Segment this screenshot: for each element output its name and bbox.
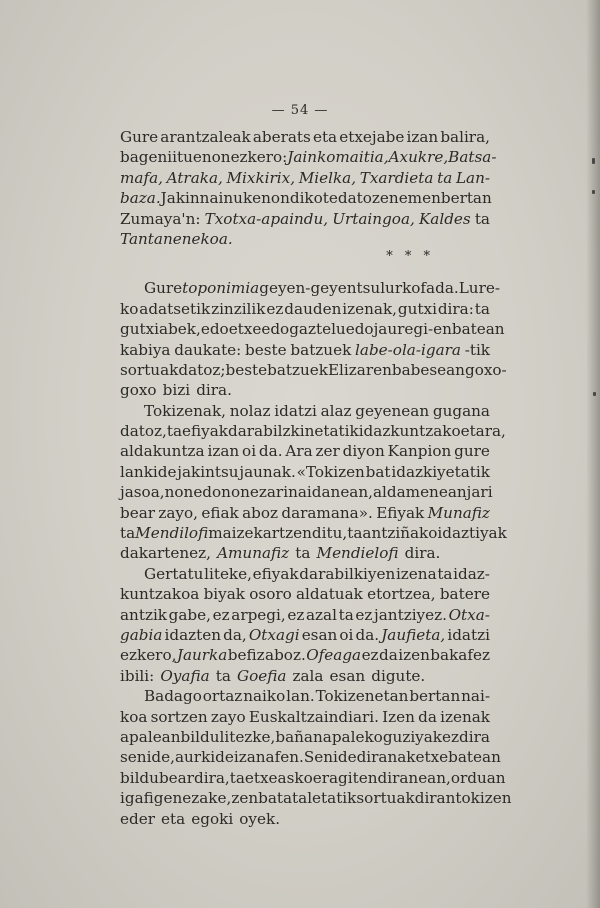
- word: ote: [313, 189, 338, 208]
- word: jasoa,: [120, 483, 165, 502]
- word: da.: [258, 442, 283, 461]
- word: gutxi: [120, 320, 160, 339]
- word: non: [164, 483, 194, 502]
- word: zayo,: [158, 503, 198, 522]
- word: aldakuntza: [120, 442, 205, 461]
- word: batzuek: [290, 340, 352, 359]
- emphasized-word: Munafiz: [427, 503, 490, 522]
- word: Ara: [285, 442, 313, 461]
- word: dira.: [404, 544, 441, 563]
- word: esan: [329, 666, 366, 685]
- word: Izen: [382, 707, 415, 726]
- word: idatzi: [274, 401, 317, 420]
- word: jaunak.: [239, 462, 296, 481]
- text-line: [120, 360, 507, 380]
- emphasized-word: Mendilofi: [135, 524, 209, 543]
- word: maiz: [208, 524, 245, 543]
- word: batere: [439, 585, 490, 604]
- word: jauregi-en: [373, 320, 452, 339]
- text-line: [120, 441, 490, 461]
- word: senide,: [120, 748, 175, 767]
- word: asko: [277, 768, 313, 787]
- emphasized-word: Mendielofi: [316, 544, 399, 563]
- word: gure: [454, 442, 490, 461]
- text-line: [120, 625, 490, 645]
- emphasized-word: toponimia: [182, 279, 260, 298]
- word: ezkero,: [120, 646, 177, 665]
- emphasized-word: Batsa-: [448, 148, 497, 167]
- word: zala: [292, 666, 324, 685]
- word: izan: [406, 128, 439, 146]
- word: idaz-: [453, 564, 490, 583]
- word: batean: [448, 748, 501, 767]
- word: ta: [229, 768, 245, 787]
- word: non: [221, 483, 250, 502]
- word: emen: [398, 189, 441, 208]
- scan-speck: [593, 392, 596, 396]
- word: Zumaya'n:: [120, 209, 201, 228]
- emphasized-word: Txotxa-apaindu,: [204, 209, 329, 228]
- word: eragiten: [312, 768, 378, 787]
- word: oyek.: [239, 809, 281, 828]
- word: gabe,: [168, 605, 211, 624]
- word: Elizaren: [327, 360, 392, 379]
- word: dira,: [193, 768, 230, 787]
- word: Tokizenak,: [144, 401, 227, 420]
- word: goxo-: [464, 360, 507, 379]
- text-line: [120, 147, 497, 167]
- word: bizi: [162, 381, 191, 400]
- word: sortuak: [356, 789, 415, 808]
- word: esan: [301, 625, 338, 644]
- word: osoro: [249, 585, 292, 604]
- word: naiko: [243, 687, 286, 706]
- word: aurkide: [174, 748, 234, 767]
- word: ez: [355, 605, 373, 624]
- text-line: [120, 229, 490, 249]
- emphasized-word: mafa,: [120, 168, 163, 187]
- text-line: [120, 809, 490, 829]
- word: lankide: [120, 462, 177, 481]
- text-line: [120, 319, 505, 339]
- emphasized-word: Amunafiz: [217, 544, 290, 563]
- word: bear: [120, 503, 156, 522]
- text-line: [120, 788, 512, 808]
- word: nuke: [223, 189, 262, 208]
- word: bildu: [120, 768, 159, 787]
- emphasized-word: Mixkirix,: [226, 168, 296, 187]
- section-divider-stars: * * *: [386, 249, 434, 265]
- word: dakartenez,: [120, 544, 211, 563]
- word: ataletatik: [282, 789, 357, 808]
- word: aldatuak: [296, 585, 363, 604]
- word: beste: [225, 360, 268, 379]
- word: ditu,: [311, 524, 348, 543]
- text-line: [120, 380, 490, 400]
- word: Tokizenetan: [315, 687, 409, 706]
- word: abek,: [159, 320, 201, 339]
- text-line: [120, 768, 506, 788]
- word: nai: [199, 189, 224, 208]
- word: Badago: [144, 687, 202, 706]
- word: «Tokizen: [296, 462, 365, 481]
- word: gaztelu: [289, 320, 346, 339]
- text-line: [120, 462, 490, 482]
- word: ta: [347, 524, 363, 543]
- page-number: — 54 —: [271, 103, 329, 118]
- word: balira,: [440, 128, 490, 146]
- word: batean: [451, 320, 505, 339]
- word: izena: [395, 564, 437, 583]
- word: izen: [398, 646, 430, 665]
- emphasized-word: Jainkomaitia,: [287, 148, 389, 167]
- word: genezake,: [153, 789, 232, 808]
- word: babesean: [391, 360, 465, 379]
- word: tokizen: [455, 789, 512, 808]
- word: dira:: [437, 299, 474, 318]
- word: idazten: [164, 625, 222, 644]
- word: lurkofa: [380, 279, 436, 298]
- word: guziyak: [382, 727, 443, 746]
- word: da.: [355, 625, 380, 644]
- emphasized-word: Otxagi: [248, 625, 300, 644]
- emphasized-word: Axukre,: [388, 148, 449, 167]
- word: alaz: [320, 401, 352, 420]
- word: zayo: [210, 707, 246, 726]
- text-line: [120, 278, 500, 298]
- word: kabiya: [120, 340, 171, 359]
- emphasized-word: Atraka,: [166, 168, 223, 187]
- word: bertan: [409, 687, 461, 706]
- word: bear: [158, 768, 194, 787]
- word: da: [418, 707, 437, 726]
- word: nondik: [261, 189, 314, 208]
- emphasized-word: Otxa-: [448, 605, 490, 624]
- word: kuntzakoa: [120, 585, 200, 604]
- word: apalean: [120, 727, 181, 746]
- text-line: [120, 209, 490, 229]
- word: gutxi: [397, 299, 437, 318]
- word: Gure: [120, 128, 159, 146]
- word: dira: [459, 727, 490, 746]
- emphasized-word: ta: [437, 168, 453, 187]
- word: aboz.: [265, 646, 306, 665]
- word: izanafen.: [233, 748, 304, 767]
- word: datoz;: [178, 360, 226, 379]
- word: dauden: [284, 299, 342, 318]
- word: da: [379, 646, 398, 665]
- word: Gure: [144, 279, 183, 298]
- word: ta: [338, 605, 354, 624]
- word: danean,: [311, 483, 373, 502]
- word: ta: [166, 422, 183, 441]
- word: edo: [345, 320, 374, 339]
- word: liteke,: [204, 564, 252, 583]
- word: eder: [120, 809, 155, 828]
- text-line: [120, 747, 501, 767]
- word: etxe: [415, 748, 449, 767]
- emphasized-word: Lan-: [455, 168, 490, 187]
- text-line: [120, 707, 490, 727]
- word: arantzaleak: [160, 128, 251, 146]
- word: idatzi: [447, 625, 490, 644]
- word: etxejabe: [339, 128, 405, 146]
- word: etxe: [228, 320, 262, 339]
- word: izenak,: [342, 299, 397, 318]
- word: sortuak: [120, 360, 179, 379]
- word: ekartzen: [244, 524, 312, 543]
- word: aberats: [252, 128, 311, 146]
- word: darabilzkinetatik: [228, 422, 359, 441]
- word: ez: [212, 605, 230, 624]
- emphasized-word: labe-ola-igara: [355, 340, 461, 359]
- word: efiyak: [252, 564, 299, 583]
- emphasized-word: Goefia: [236, 666, 287, 685]
- word: ibili:: [120, 666, 155, 685]
- word: Kanpion: [387, 442, 452, 461]
- word: bildu: [180, 727, 220, 746]
- word: ez: [442, 727, 460, 746]
- word: aboz: [242, 503, 278, 522]
- word: arpegi,: [231, 605, 286, 624]
- word: daukate:: [174, 340, 242, 359]
- emphasized-word: Tantanenekoa.: [120, 229, 233, 248]
- emphasized-word: Ofeaga: [306, 646, 362, 665]
- word: jari: [466, 483, 493, 502]
- word: nai-: [461, 687, 490, 706]
- word: etxe: [244, 768, 278, 787]
- word: aldamenean: [372, 483, 467, 502]
- word: idazkuntzakoetara,: [358, 422, 506, 441]
- word: zenbat: [231, 789, 283, 808]
- word: beste: [245, 340, 287, 359]
- text-line: [120, 543, 490, 563]
- text-line: [120, 482, 493, 502]
- word: goxo: [120, 381, 157, 400]
- word: da,: [223, 625, 247, 644]
- word: edo: [261, 320, 290, 339]
- word: izenak: [440, 707, 490, 726]
- paragraph: [120, 564, 490, 686]
- text-line: [120, 127, 490, 147]
- text-line: [120, 421, 506, 441]
- word: idaztiyak: [437, 524, 507, 543]
- text-line: [120, 401, 490, 421]
- word: da.: [435, 279, 459, 298]
- word: ez: [266, 299, 284, 318]
- word: diranean,: [377, 768, 451, 787]
- text-line: [120, 188, 490, 208]
- word: litezke,: [219, 727, 276, 746]
- word: eta: [161, 809, 186, 828]
- text-line: [120, 584, 490, 604]
- text-line: [120, 564, 490, 584]
- word: ta: [120, 524, 136, 543]
- word: geyenean: [355, 401, 430, 420]
- word: ezari: [249, 483, 289, 502]
- word: antziñako: [362, 524, 438, 543]
- word: nai: [288, 483, 312, 502]
- word: idazkiyetatik: [391, 462, 490, 481]
- word: oi: [339, 625, 354, 644]
- word: adatsetik: [139, 299, 211, 318]
- word: eta: [312, 128, 338, 146]
- word: jakintsu: [177, 462, 239, 481]
- text-line: [120, 666, 490, 686]
- text-line: [120, 299, 490, 319]
- word: bat: [365, 462, 391, 481]
- word: ez: [287, 605, 305, 624]
- section-gap: [120, 267, 490, 278]
- word: diranak: [356, 748, 416, 767]
- text-line: [120, 503, 490, 523]
- word: antzik: [120, 605, 168, 624]
- word: zinzilik: [211, 299, 266, 318]
- word: gugana: [432, 401, 490, 420]
- word: -tik: [464, 340, 490, 359]
- scan-shadow-edge: [586, 0, 600, 908]
- word: biyak: [203, 585, 245, 604]
- word: Euskaltzaindiari.: [248, 707, 379, 726]
- emphasized-word: Urtaingoa,: [332, 209, 415, 228]
- paragraph: [120, 401, 507, 564]
- word: ez: [361, 646, 379, 665]
- word: zer: [315, 442, 340, 461]
- word: darabilkiyen: [299, 564, 396, 583]
- word: apaleko: [322, 727, 383, 746]
- word: bertan: [440, 189, 492, 208]
- emphasized-word: gabia: [120, 625, 163, 644]
- word: Jakin: [160, 189, 200, 208]
- word: nolaz: [229, 401, 271, 420]
- word: diran: [414, 789, 456, 808]
- word: edo: [193, 483, 222, 502]
- word: Efiyak: [376, 503, 425, 522]
- word: ko: [120, 299, 139, 318]
- body-text: [120, 127, 512, 829]
- word: ta: [295, 544, 311, 563]
- word: dira.: [196, 381, 232, 400]
- word: Gertatu: [144, 564, 204, 583]
- text-line: [120, 605, 490, 625]
- paragraph: [120, 127, 497, 249]
- word: ta: [437, 564, 453, 583]
- word: ortaz: [202, 687, 243, 706]
- word: batzuek: [267, 360, 328, 379]
- scan-speck: [592, 190, 595, 194]
- text-line: [120, 523, 507, 543]
- word: bageniituen: [120, 148, 212, 167]
- word: geyen-geyentsu: [259, 279, 381, 298]
- text-line: [120, 645, 490, 665]
- word: azal: [305, 605, 337, 624]
- word: izan: [207, 442, 240, 461]
- word: koa: [120, 707, 148, 726]
- word: sortzen: [150, 707, 208, 726]
- text-line: [120, 340, 490, 360]
- word: datoz,: [120, 422, 167, 441]
- word: befiz: [227, 646, 265, 665]
- word: orduan: [450, 768, 506, 787]
- text-line: [120, 168, 490, 188]
- paragraph: [120, 686, 512, 829]
- word: efiyak: [182, 422, 228, 441]
- word: igafi: [120, 789, 154, 808]
- word: Lure-: [458, 279, 500, 298]
- word: ta: [474, 299, 490, 318]
- paragraph: [120, 278, 507, 400]
- scan-speck: [592, 158, 595, 164]
- word: digute.: [371, 666, 426, 685]
- emphasized-word: Jaurka: [176, 646, 228, 665]
- word: lan.: [286, 687, 315, 706]
- word: datozen: [337, 189, 399, 208]
- emphasized-word: Jaufieta,: [381, 625, 446, 644]
- emphasized-word: Oyafia: [160, 666, 210, 685]
- word: egoki: [191, 809, 234, 828]
- word: bakafez: [430, 646, 490, 665]
- word: jantziyez.: [374, 605, 447, 624]
- word: diyon: [342, 442, 385, 461]
- text-line: [120, 686, 490, 706]
- word: daramana».: [281, 503, 373, 522]
- emphasized-word: Kaldes: [418, 209, 471, 228]
- word: bañan: [275, 727, 323, 746]
- word: edo: [200, 320, 229, 339]
- emphasized-word: Txardieta: [359, 168, 434, 187]
- word: efiak: [201, 503, 239, 522]
- word: Senide: [303, 748, 357, 767]
- word: oi: [242, 442, 257, 461]
- text-line: [120, 727, 490, 747]
- word: etortzea,: [367, 585, 436, 604]
- emphasized-word: baza.: [120, 189, 161, 208]
- word: onezkero:: [211, 148, 288, 167]
- word: ta: [215, 666, 231, 685]
- emphasized-word: Mielka,: [298, 168, 357, 187]
- word: ta: [474, 209, 490, 228]
